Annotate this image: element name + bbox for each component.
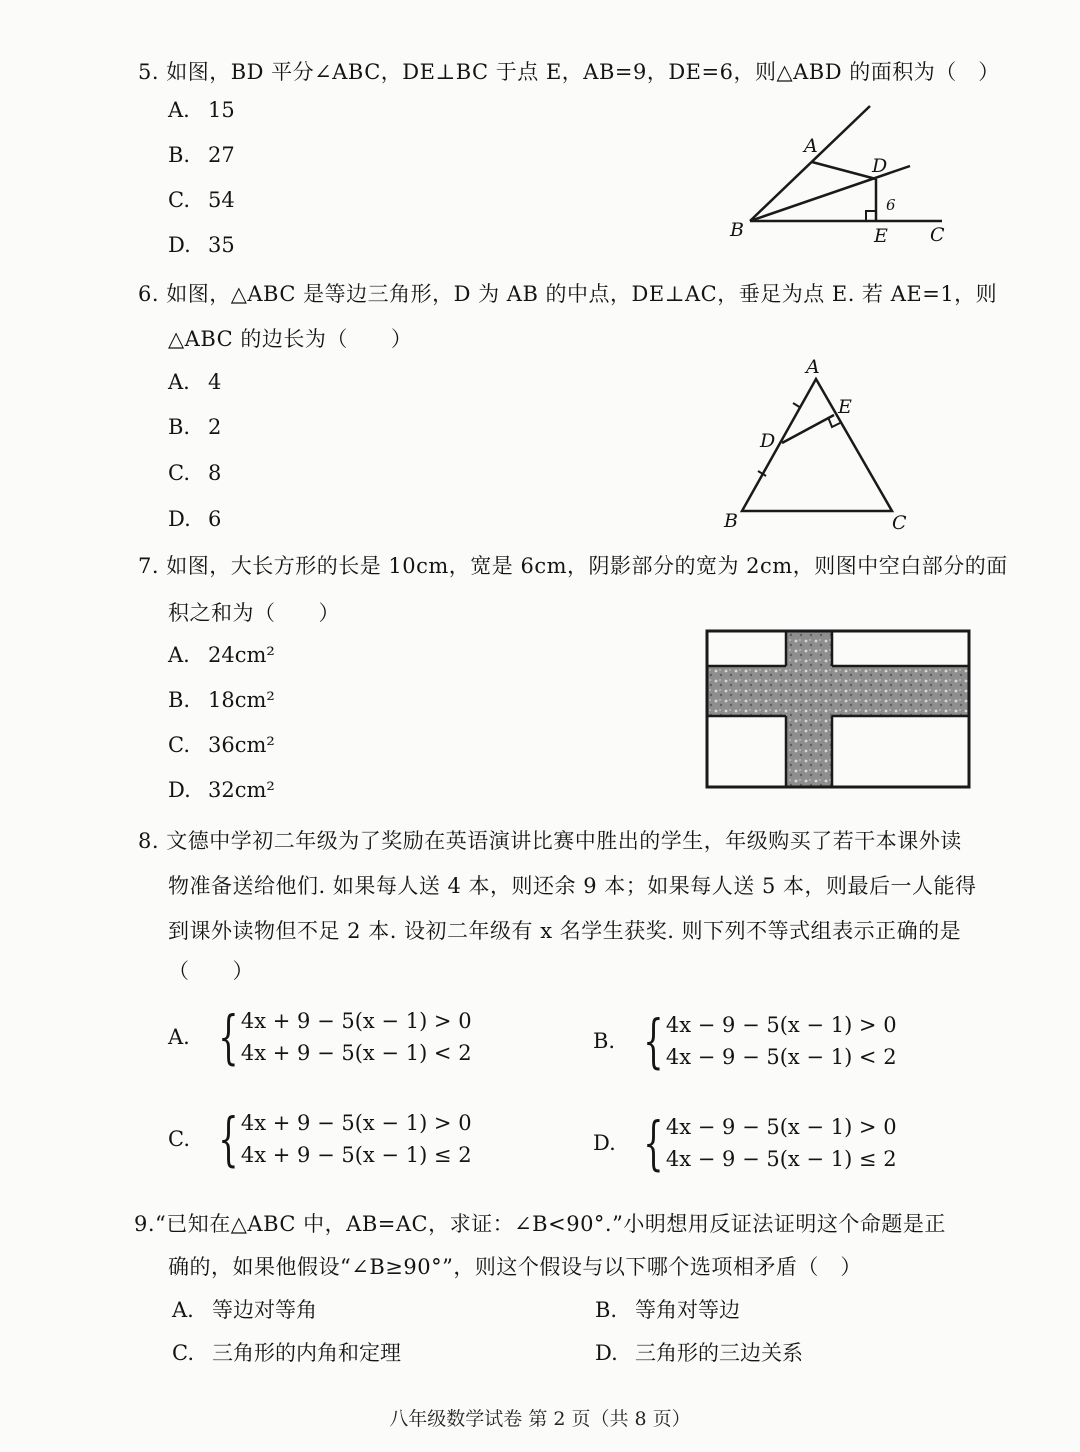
option-label: B.	[168, 143, 191, 167]
q7-option-b[interactable]	[168, 688, 275, 712]
q6-option-a[interactable]	[168, 370, 221, 394]
q6-option-d[interactable]	[168, 507, 221, 531]
label-c: C	[892, 512, 907, 534]
inequality-1: 4x − 9 − 5(x − 1) > 0	[665, 1013, 897, 1037]
q5-option-a[interactable]	[168, 98, 235, 122]
option-label: D.	[168, 507, 191, 531]
option-label: D.	[168, 233, 191, 257]
q6-stem-line2: △ABC 的边长为（ ）	[168, 327, 413, 351]
label-e: E	[838, 396, 852, 418]
q7-option-a[interactable]	[168, 643, 275, 667]
brace-icon: {	[218, 1003, 239, 1071]
option-value: 54	[208, 188, 235, 212]
label-d: D	[760, 430, 776, 452]
option-label: A.	[168, 643, 190, 667]
option-label: B.	[595, 1298, 618, 1322]
option-label: D.	[595, 1341, 618, 1365]
q6-option-c[interactable]	[168, 461, 221, 485]
q6-option-b[interactable]	[168, 415, 221, 439]
q9-option-b[interactable]	[595, 1294, 740, 1324]
q8-stem-line2: 物准备送给他们. 如果每人送 4 本，则还余 9 本；如果每人送 5 本，则最后一人能得	[168, 874, 977, 898]
option-label: A.	[168, 98, 190, 122]
label-6: 6	[886, 196, 896, 214]
q9-option-a[interactable]	[172, 1294, 317, 1324]
option-label: C.	[168, 188, 190, 212]
inequality-1: 4x + 9 − 5(x − 1) > 0	[240, 1009, 472, 1033]
q7-stem-line1: 7. 如图，大长方形的长是 10cm，宽是 6cm，阴影部分的宽为 2cm，则图中空白部分的面	[138, 554, 1008, 578]
option-label: B.	[593, 1029, 616, 1053]
label-b: B	[730, 219, 744, 241]
label-c: C	[930, 224, 945, 246]
option-label: C.	[172, 1341, 194, 1365]
inequality-2: 4x + 9 − 5(x − 1) ≤ 2	[240, 1143, 472, 1167]
right-angle-mark	[866, 211, 876, 221]
option-value: 15	[208, 98, 235, 122]
option-value: 4	[208, 370, 222, 394]
label-a: A	[804, 135, 818, 157]
option-value: 等边对等角	[212, 1298, 317, 1322]
inequality-2: 4x − 9 − 5(x − 1) ≤ 2	[665, 1147, 897, 1171]
q7-stem-line2: 积之和为（ ）	[168, 601, 340, 625]
q7-option-d[interactable]	[168, 778, 275, 802]
shaded-horizontal-strip	[707, 666, 969, 716]
brace-icon: {	[643, 1109, 664, 1177]
inequality-1: 4x − 9 − 5(x − 1) > 0	[665, 1115, 897, 1139]
brace-icon: {	[643, 1007, 664, 1075]
q5-figure	[720, 100, 960, 250]
q6-stem-line1: 6. 如图，△ABC 是等边三角形，D 为 AB 的中点，DE⊥AC，垂足为点 E. 若 AE=1，则	[138, 282, 998, 306]
option-value: 27	[208, 143, 235, 167]
q5-option-d[interactable]	[168, 233, 235, 257]
option-label: C.	[168, 733, 190, 757]
q9-stem-line1: 9.“已知在△ABC 中，AB=AC，求证：∠B<90°.”小明想用反证法证明这个命题是正	[134, 1212, 946, 1236]
q8-option-d[interactable]	[593, 1109, 897, 1177]
label-d: D	[872, 155, 888, 177]
segment-de	[782, 415, 834, 443]
label-e: E	[874, 225, 888, 247]
q6-figure	[720, 355, 920, 535]
inequality-2: 4x − 9 − 5(x − 1) < 2	[665, 1045, 897, 1069]
brace-icon: {	[218, 1105, 239, 1173]
q8-option-c[interactable]	[168, 1105, 472, 1173]
option-label: C.	[168, 461, 190, 485]
option-value: 三角形的三边关系	[635, 1341, 803, 1365]
option-label: B.	[168, 688, 191, 712]
q8-option-b[interactable]	[593, 1007, 897, 1075]
q5-option-c[interactable]	[168, 188, 235, 212]
option-value: 36cm²	[208, 733, 275, 757]
inequality-2: 4x + 9 − 5(x − 1) < 2	[240, 1041, 472, 1065]
option-value: 35	[208, 233, 235, 257]
option-label: D.	[593, 1131, 616, 1155]
q9-option-d[interactable]	[595, 1337, 803, 1367]
label-a: A	[806, 356, 820, 378]
option-label: A.	[172, 1298, 194, 1322]
label-b: B	[724, 510, 738, 532]
option-value: 8	[208, 461, 222, 485]
q8-option-a[interactable]	[168, 1003, 472, 1071]
option-label: C.	[168, 1127, 190, 1151]
option-value: 32cm²	[208, 778, 275, 802]
q8-stem-line4: （ ）	[168, 959, 254, 983]
q9-stem-line2: 确的，如果他假设“∠B≥90°”，则这个假设与以下哪个选项相矛盾（ ）	[168, 1255, 862, 1279]
segment-ad	[812, 162, 876, 179]
q8-stem-line1: 8. 文德中学初二年级为了奖励在英语演讲比赛中胜出的学生，年级购买了若干本课外读	[138, 829, 962, 853]
option-value: 三角形的内角和定理	[212, 1341, 401, 1365]
option-label: B.	[168, 415, 191, 439]
option-value: 等角对等边	[635, 1298, 740, 1322]
inequality-1: 4x + 9 − 5(x − 1) > 0	[240, 1111, 472, 1135]
option-value: 18cm²	[208, 688, 275, 712]
option-value: 6	[208, 507, 222, 531]
option-label: A.	[168, 370, 190, 394]
option-label: D.	[168, 778, 191, 802]
option-value: 2	[208, 415, 222, 439]
page-footer: 八年级数学试卷 第 2 页（共 8 页）	[389, 1408, 691, 1430]
q5-stem: 5. 如图，BD 平分∠ABC，DE⊥BC 于点 E，AB=9，DE=6，则△ABD 的面积为（ ）	[138, 60, 1000, 84]
q8-stem-line3: 到课外读物但不足 2 本. 设初二年级有 x 名学生获奖. 则下列不等式组表示正确的是	[168, 919, 962, 943]
q9-option-c[interactable]	[172, 1337, 401, 1367]
option-label: A.	[168, 1025, 190, 1049]
q5-option-b[interactable]	[168, 143, 235, 167]
ray-ba	[750, 106, 870, 221]
q7-option-c[interactable]	[168, 733, 275, 757]
option-value: 24cm²	[208, 643, 275, 667]
q7-figure	[704, 628, 972, 790]
